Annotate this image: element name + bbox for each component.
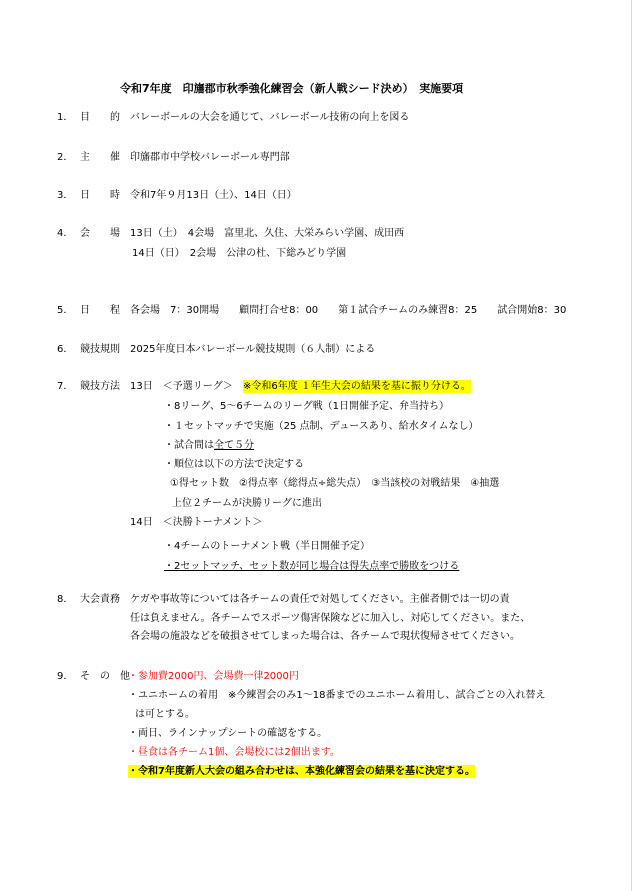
section-8-label: 大会責務 <box>80 594 120 605</box>
section-7-day2-heading: 14日 ＜決勝トーナメント＞ <box>130 517 263 528</box>
page-title: 令和7年度 印旛郡市秋季強化練習会（新人戦シード決め） 実施要項 <box>120 82 464 95</box>
section-7-number: 7． <box>57 381 74 392</box>
section-7-tournament-2: ・2セットマッチ、セット数が同じ場合は得失点率で勝敗をつける <box>164 561 460 572</box>
section-8-line2: 任は負えません。各チームでスポーツ傷害保険などに加入し、対応してください。また、 <box>130 613 531 624</box>
section-7-bullet-3 <box>164 439 254 452</box>
section-5-text: 各会場 7：30開場 顧問打合せ8：00 第１試合チームのみ練習8：25 試合開始8：30 <box>130 305 567 316</box>
section-3-label: 日 時 <box>80 190 120 201</box>
section-9-lineup: ・両日、ラインナップシートの確認をする。 <box>128 728 328 739</box>
section-7-label: 競技方法 <box>80 381 120 392</box>
section-9-label: そ の 他 <box>80 671 130 682</box>
section-7-bullet-3-underlined: 全て５分 <box>214 440 254 451</box>
section-3-number: 3． <box>57 190 74 201</box>
section-7-day1-heading: 13日 ＜予選リーグ＞ <box>130 381 233 392</box>
section-4-line1: 13日（土） 4会場 富里北、久住、大栄みらい学園、成田西 <box>130 228 405 239</box>
section-5-number: 5． <box>57 305 74 316</box>
section-6-label: 競技規則 <box>80 344 120 355</box>
section-7-bullet-3-prefix: ・試合間は <box>164 440 214 451</box>
section-4-number: 4． <box>57 228 74 239</box>
section-7-tournament-1: ・4チームのトーナメント戦（半日開催予定） <box>164 541 370 552</box>
section-7-bullet-4: ・順位は以下の方法で決定する <box>164 459 304 470</box>
section-6-number: 6． <box>57 344 74 355</box>
section-4-line2: 14日（日） 2会場 公津の杜、下総みどり学園 <box>132 248 347 259</box>
section-7-day1-note: ※令和6年度 １年生大会の結果を基に振り分ける。 <box>243 381 471 392</box>
section-7-bullet-1: ・8リーグ、5～6チームのリーグ戦（1日開催予定、弁当持ち） <box>164 401 450 412</box>
section-8-line1: ケガや事故等については各チームの責任で対処してください。主催者側では一切の責 <box>130 594 510 605</box>
section-9-lunch: ・昼食は各チーム1個、会場校には2個出ます。 <box>128 747 340 758</box>
section-6-text: 2025年度日本バレーボール競技規則（６人制）による <box>130 344 376 355</box>
section-9-combination-note: ・令和7年度新人大会の組み合わせは、本強化練習会の結果を基に決定する。 <box>128 766 475 777</box>
section-5-label: 日 程 <box>80 305 120 316</box>
section-9-uniform-line2: は可とする。 <box>135 709 195 720</box>
section-1-text: バレーボールの大会を通じて、バレーボール技術の向上を図る <box>130 112 410 123</box>
section-1-label: 目 的 <box>80 112 120 123</box>
section-2-number: 2． <box>57 152 74 163</box>
section-8-number: 8． <box>57 594 74 605</box>
section-3-text: 令和7年９月13日（土）、14日（日） <box>130 190 297 201</box>
section-8-line3: 各会場の施設などを破損させてしまった場合は、各チームで現状復帰させてください。 <box>130 631 520 642</box>
section-9-number: 9． <box>57 671 74 682</box>
section-2-text: 印旛郡市中学校バレーボール専門部 <box>130 152 290 163</box>
section-9-uniform-line1: ・ユニホームの着用 ※今練習会のみ1～18番までのユニホーム着用し、試合ごとの入れ替え <box>128 690 546 701</box>
section-2-label: 主 催 <box>80 152 120 163</box>
section-7-ranking-criteria: ①得セット数 ②得点率（総得点÷総失点） ③当該校の対戦結果 ④抽選 <box>170 478 500 489</box>
section-7-advance-note: 上位２チームが決勝リーグに進出 <box>172 498 322 509</box>
section-7-bullet-2: ・１セットマッチで実施（25 点制、デュースあり、給水タイムなし） <box>164 421 479 432</box>
section-9-fee: ・参加費2000円、会場費一律2000円 <box>128 671 299 682</box>
section-1-number: 1． <box>57 112 74 123</box>
section-4-label: 会 場 <box>80 228 120 239</box>
